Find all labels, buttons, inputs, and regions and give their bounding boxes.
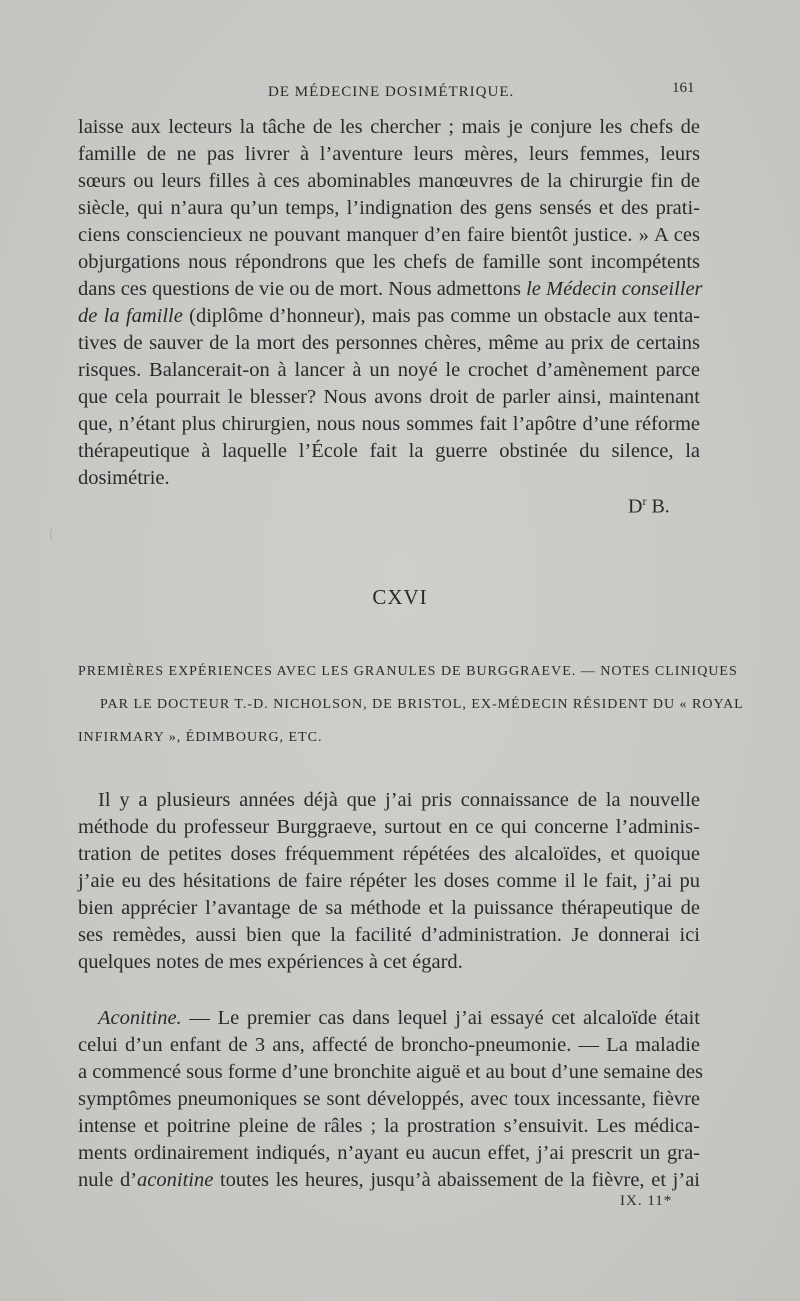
text-line: laisse aux lecteurs la tâche de les chercher ; mais je conjure les chefs de: [78, 116, 700, 138]
page-number: 161: [672, 80, 695, 96]
text-line-mixed: [78, 1005, 700, 1032]
author-signature: [628, 494, 670, 519]
text-line: que, n’étant plus chirurgien, nous nous sommes fait l’apôtre d’une réforme: [78, 413, 700, 435]
text-line-mixed: [78, 1167, 700, 1194]
text-line: méthode du professeur Burggraeve, surtout en ce qui concerne l’adminis-: [78, 816, 700, 838]
text-line: dosimétrie.: [78, 467, 170, 489]
text-line: tives de sauver de la mort des personnes chères, même au prix de certains: [78, 332, 700, 354]
text-line: ses remèdes, aussi bien que la facilité d’administration. Je donnerai ici: [78, 924, 700, 946]
paragraph-3: [78, 1005, 704, 1194]
signature-prefix: D: [628, 495, 643, 518]
text-run: toutes les heures, jusqu’à abaissement de la fièvre, et j’ai: [213, 1169, 700, 1191]
italic-run: de la famille: [78, 305, 183, 327]
text-line: siècle, qui n’aura qu’un temps, l’indignation des gens sensés et des prati-: [78, 197, 700, 219]
chapter-number: CXVI: [372, 585, 428, 609]
text-line: risques. Balancerait-on à lancer à un noyé le crochet d’amènement parce: [78, 359, 700, 381]
text-line: intense et poitrine pleine de râles ; la prostration s’ensuivit. Les médica-: [78, 1115, 700, 1137]
chapter-title-line: INFIRMARY », ÉDIMBOURG, ETC.: [78, 730, 323, 745]
text-run: — Le premier cas dans lequel j’ai essayé cet alcaloïde était: [181, 1007, 700, 1029]
text-line: objurgations nous répondrons que les chefs de famille sont incompétents: [78, 251, 700, 273]
running-head: [0, 80, 800, 104]
text-line-mixed: [78, 303, 700, 330]
text-run: dans ces questions de vie ou de mort. Nous admettons: [78, 278, 521, 300]
text-line: celui d’un enfant de 3 ans, affecté de broncho-pneumonie. — La maladie: [78, 1034, 700, 1056]
text-run: nule d’: [78, 1169, 138, 1191]
text-line: sœurs ou leurs filles à ces abominables manœuvres de la chirurgie fin de: [78, 170, 700, 192]
paragraph-1: [78, 114, 703, 492]
text-line: tration de petites doses fréquemment répétées des alcaloïdes, et quoique: [78, 843, 700, 865]
text-line: que cela pourrait le blesser? Nous avons droit de parler ainsi, maintenant: [78, 386, 700, 408]
signature-name: B.: [646, 495, 670, 518]
chapter-title-line: PREMIÈRES EXPÉRIENCES AVEC LES GRANULES DE BURGGRAEVE. — NOTES CLINIQUES: [78, 664, 738, 679]
text-line: quelques notes de mes expériences à cet égard.: [78, 951, 463, 973]
running-head-title: DE MÉDECINE DOSIMÉTRIQUE.: [268, 84, 515, 100]
chapter-title: [78, 655, 744, 754]
text-line: bien apprécier l’avantage de sa méthode et la puissance thérapeutique de: [78, 897, 700, 919]
signature-superscript: r: [642, 494, 647, 508]
text-line: thérapeutique à laquelle l’École fait la guerre obstinée du silence, la: [78, 440, 700, 462]
italic-run: aconitine: [137, 1169, 214, 1191]
printer-signature-mark: IX. 11*: [620, 1193, 673, 1209]
chapter-title-line: PAR LE DOCTEUR T.-D. NICHOLSON, DE BRISTOL, EX-MÉDECIN RÉSIDENT DU « ROYAL: [100, 697, 744, 712]
text-line: Il y a plusieurs années déjà que j’ai pris connaissance de la nouvelle: [98, 789, 700, 811]
italic-run: le Médecin conseiller: [526, 278, 703, 300]
text-line: ciens consciencieux ne pouvant manquer d’en faire bientôt justice. » A ces: [78, 224, 700, 246]
paragraph-2: [78, 787, 700, 976]
text-line: j’aie eu des hésitations de faire répéter les doses comme il le fait, j’ai pu: [78, 870, 700, 892]
text-line: symptômes pneumoniques se sont développés, avec toux incessante, fièvre: [78, 1088, 700, 1110]
page-blemish: [50, 527, 57, 541]
italic-run: Aconitine.: [98, 1007, 182, 1029]
text-line: ments ordinairement indiqués, n’ayant eu aucun effet, j’ai prescrit un gra-: [78, 1142, 700, 1164]
text-line: a commencé sous forme d’une bronchite aiguë et au bout d’une semaine des: [78, 1061, 704, 1083]
text-line: famille de ne pas livrer à l’aventure leurs mères, leurs femmes, leurs: [78, 143, 700, 165]
text-run: (diplôme d’honneur), mais pas comme un obstacle aux tenta-: [189, 305, 701, 327]
text-line-mixed: [78, 276, 703, 303]
